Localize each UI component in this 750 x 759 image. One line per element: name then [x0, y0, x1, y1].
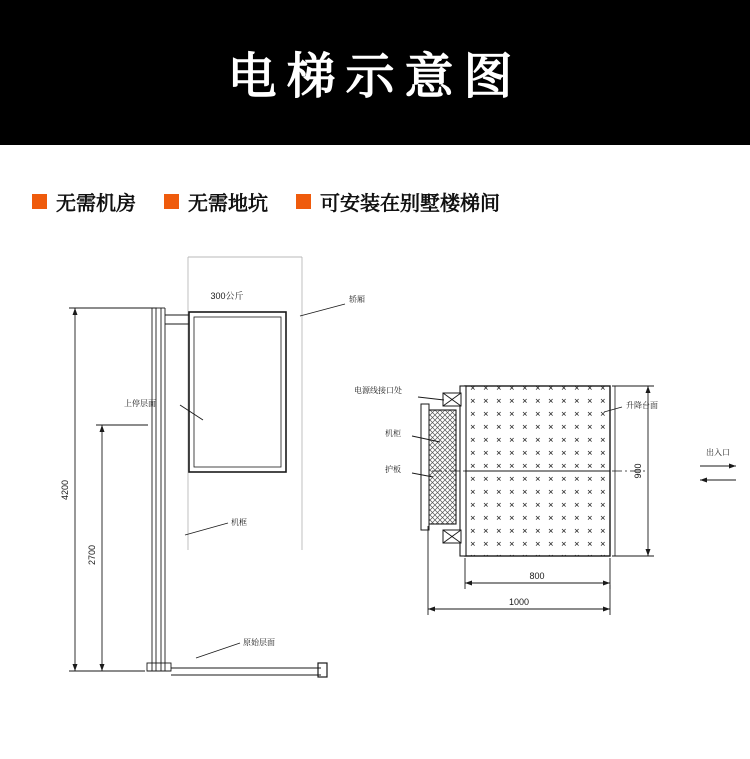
- dimension-total-height: [69, 308, 157, 671]
- label-cabin: 轿厢: [349, 295, 365, 304]
- technical-drawing: [0, 240, 750, 759]
- left-elevation-view: [69, 257, 345, 677]
- drawing-canvas: [0, 240, 750, 759]
- label-platform-surface: 升降台面: [626, 401, 658, 410]
- dim-text-900: 900: [633, 463, 643, 479]
- hoistway-outline: [188, 257, 302, 550]
- square-bullet-icon: [296, 194, 311, 209]
- label-guard-plate: 护板: [385, 465, 401, 474]
- dimension-travel-height: [96, 425, 148, 671]
- feature-label: 无需机房: [56, 190, 136, 215]
- right-plan-view: [412, 386, 736, 615]
- label-upper-floor: 上停层面: [124, 399, 156, 408]
- cabin-outline: [189, 312, 286, 472]
- feature-item-3: [296, 187, 500, 216]
- label-entrance: 出入口: [706, 448, 730, 457]
- feature-label: 可安装在别墅楼梯间: [320, 190, 500, 215]
- leader-lines-left: [180, 304, 345, 658]
- feature-item-1: [32, 187, 136, 216]
- label-capacity: 300公斤: [210, 291, 244, 301]
- feature-label: 无需地坑: [188, 190, 268, 215]
- square-bullet-icon: [32, 194, 47, 209]
- entrance-arrows: [700, 464, 736, 483]
- base-plate: [147, 663, 327, 677]
- label-frame: 机框: [231, 518, 247, 527]
- square-bullet-icon: [164, 194, 179, 209]
- mast-rails: [152, 308, 165, 671]
- dim-text-1000: 1000: [508, 597, 530, 607]
- dim-text-800: 800: [529, 571, 545, 581]
- dim-text-4200: 4200: [60, 479, 70, 501]
- label-original-floor: 原始层面: [243, 638, 275, 647]
- feature-item-2: [164, 187, 268, 216]
- page-title: 电梯示意图: [227, 47, 523, 105]
- label-machine-cabinet: 机柜: [385, 429, 401, 438]
- machine-cabinet: [421, 404, 456, 530]
- cabin-support-arm: [165, 315, 189, 324]
- title-band: [0, 0, 750, 145]
- dim-text-2700: 2700: [87, 544, 97, 566]
- left-view-labels: [60, 290, 365, 647]
- label-power-inlet: 电源线接口处: [354, 386, 402, 395]
